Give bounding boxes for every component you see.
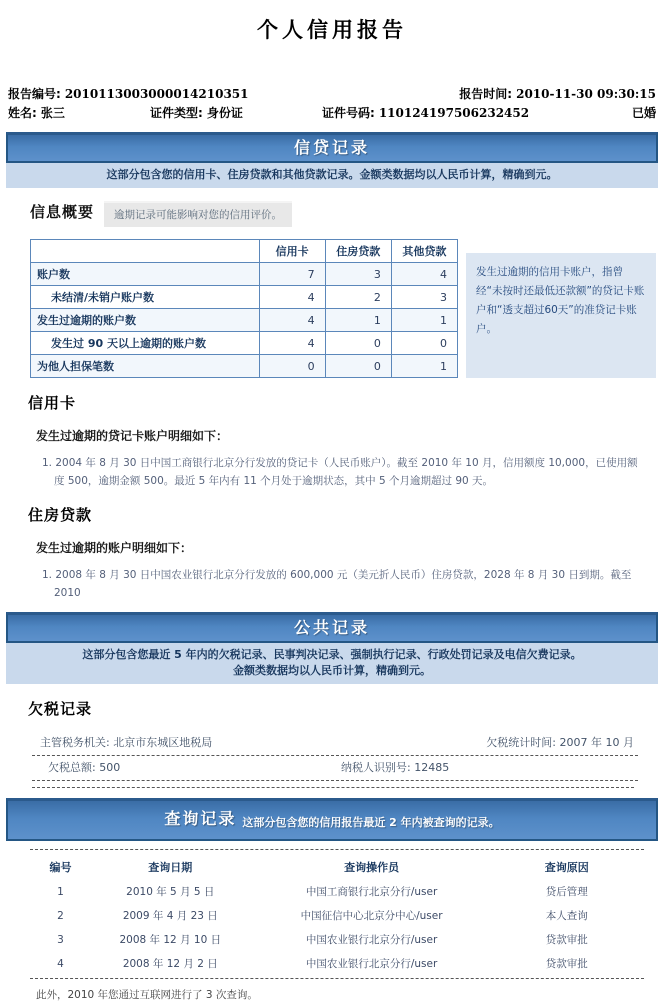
cell-value: 1 — [325, 309, 391, 332]
credit-card-intro: 发生过逾期的贷记卡账户明细如下： — [36, 429, 229, 443]
tax-total — [48, 759, 341, 775]
credit-summary-table — [30, 239, 458, 378]
cell-value: 3 — [325, 263, 391, 286]
id-number — [322, 105, 632, 122]
person-name — [8, 105, 150, 122]
credit-card-detail-item: 1. 2004 年 8 月 30 日中国工商银行北京分行发放的贷记卡（人民币账户）。截至 2010 年 10 月，信用额度 10,000，已使用额度 500，逾期金额 500。最近 5 年内有 11 个月处于逾期状态，其中 5 个月逾期超过 90 天。 — [42, 457, 638, 487]
page-title: 个人信用报告 — [257, 18, 407, 42]
query-no: 4 — [57, 957, 64, 970]
report-number — [8, 86, 249, 103]
housing-loan-detail-item: 1. 2008 年 8 月 30 日中国农业银行北京分行发放的 600,000 元（美元折人民币）住房贷款，2028 年 8 月 30 日到期。截至 2010 — [42, 569, 632, 599]
id-number-label: 证件号码: — [322, 106, 375, 120]
query-reason: 本人查询 — [545, 910, 588, 922]
col-other-loan: 其他贷款 — [391, 240, 457, 263]
query-no: 2 — [57, 909, 64, 922]
public-records-banner-title: 公共记录 — [293, 618, 370, 637]
cell-value: 4 — [259, 332, 325, 355]
tax-section-divider — [32, 781, 634, 788]
housing-loan-intro: 发生过逾期的账户明细如下： — [36, 541, 193, 555]
report-number-label: 报告编号: — [8, 87, 61, 101]
query-records-banner — [6, 798, 658, 841]
table-row — [31, 355, 458, 378]
query-records-banner-title: 查询记录 — [164, 809, 237, 828]
empty-header-cell — [31, 240, 260, 263]
id-type-label: 证件类型: — [150, 106, 203, 120]
report-header — [6, 86, 658, 122]
query-reason: 贷款审批 — [545, 958, 588, 970]
query-no: 1 — [57, 885, 64, 898]
query-reason: 贷后管理 — [545, 886, 588, 898]
cell-value: 0 — [325, 355, 391, 378]
cell-value: 3 — [391, 286, 457, 309]
public-subtitle-line1: 这部分包含您最近 5 年内的欠税记录、民事判决记录、强制执行记录、行政处罚记录及电信欠费记录。 — [82, 648, 582, 661]
id-number-value: 110124197506232452 — [378, 106, 530, 120]
credit-records-subtitle: 这部分包含您的信用卡、住房贷款和其他贷款记录。金额类数据均以人民币计算，精确到元。 — [6, 163, 658, 188]
query-no: 3 — [57, 933, 64, 946]
query-date: 2008 年 12 月 2 日 — [122, 958, 218, 970]
taxpayer-id-value: 12485 — [414, 761, 450, 774]
query-operator: 中国农业银行北京分行/user — [305, 958, 438, 970]
report-time — [459, 86, 656, 103]
cell-value: 2 — [325, 286, 391, 309]
query-operator: 中国工商银行北京分行/user — [305, 886, 438, 898]
cell-value: 0 — [391, 332, 457, 355]
query-operator: 中国征信中心北京分中心/user — [300, 910, 443, 922]
tax-stat-time — [486, 734, 634, 750]
col-query-reason: 查询原因 — [544, 861, 589, 874]
table-row — [31, 263, 458, 286]
tax-authority-label: 主管税务机关: — [40, 736, 110, 749]
query-date: 2008 年 12 月 10 日 — [119, 934, 222, 946]
table-row — [31, 309, 458, 332]
credit-records-banner — [6, 132, 658, 163]
query-row — [30, 952, 640, 976]
query-row — [30, 928, 640, 952]
query-row — [30, 904, 640, 928]
row-label: 发生过逾期的账户数 — [31, 309, 260, 332]
overdue-definition-note: 发生过逾期的信用卡账户，指曾经“未按时还最低还款额”的贷记卡账户和“透支超过60天”的准贷记卡账户。 — [466, 253, 656, 378]
row-label: 未结清/未销户账户数 — [31, 286, 260, 309]
taxpayer-id-label: 纳税人识别号: — [341, 761, 411, 774]
tax-total-label: 欠税总额: — [48, 761, 96, 774]
summary-heading: 信息概要 — [30, 203, 95, 221]
report-time-label: 报告时间: — [459, 87, 513, 101]
query-operator: 中国农业银行北京分行/user — [305, 934, 438, 946]
marital-status: 已婚 — [631, 106, 656, 120]
col-query-no: 编号 — [49, 861, 72, 874]
cell-value: 4 — [259, 286, 325, 309]
public-records-subtitle — [6, 643, 658, 684]
tax-record-block — [32, 731, 638, 788]
table-header-row — [31, 240, 458, 263]
col-query-date: 查询日期 — [148, 861, 193, 874]
tax-row-2 — [32, 756, 638, 781]
row-label: 账户数 — [31, 263, 260, 286]
col-housing-loan: 住房贷款 — [325, 240, 391, 263]
name-value: 张三 — [40, 106, 65, 120]
taxpayer-id — [341, 759, 634, 775]
tax-authority-value: 北京市东城区地税局 — [113, 736, 213, 749]
query-records-banner-subtitle: 这部分包含您的信用报告最近 2 年内被查询的记录。 — [242, 816, 500, 829]
tax-stat-time-value: 2007 年 10 月 — [559, 736, 634, 749]
tax-stat-time-label: 欠税统计时间: — [486, 736, 557, 749]
public-records-banner — [6, 612, 658, 643]
credit-records-banner-title: 信贷记录 — [293, 138, 370, 157]
query-reason: 贷款审批 — [545, 934, 588, 946]
query-records-table — [30, 854, 640, 976]
col-credit-card: 信用卡 — [259, 240, 325, 263]
tax-authority — [40, 734, 486, 750]
query-header-row — [30, 854, 640, 880]
query-row — [30, 880, 640, 904]
table-row — [31, 332, 458, 355]
housing-loan-heading: 住房贷款 — [28, 506, 93, 524]
header-row-2 — [8, 105, 656, 122]
cell-value: 1 — [391, 355, 457, 378]
tax-total-value: 500 — [99, 761, 121, 774]
query-table-top-divider — [30, 849, 644, 850]
row-label: 发生过 90 天以上逾期的账户数 — [31, 332, 260, 355]
cell-value: 0 — [259, 355, 325, 378]
summary-heading-row — [30, 201, 658, 227]
query-banner-inner — [14, 805, 650, 833]
report-time-value: 2010-11-30 09:30:15 — [516, 87, 656, 101]
summary-note: 逾期记录可能影响对您的信用评价。 — [104, 201, 292, 227]
summary-table-row — [30, 239, 658, 378]
row-label: 为他人担保笔数 — [31, 355, 260, 378]
col-query-operator: 查询操作员 — [344, 861, 400, 874]
public-subtitle-line2: 金额类数据均以人民币计算，精确到元。 — [233, 664, 431, 677]
credit-card-heading: 信用卡 — [28, 394, 77, 412]
id-type — [150, 105, 322, 122]
id-type-value: 身份证 — [206, 106, 243, 120]
table-row — [31, 286, 458, 309]
header-row-1 — [8, 86, 656, 103]
query-date: 2009 年 4 月 23 日 — [122, 910, 218, 922]
internet-query-footer: 此外，2010 年您通过互联网进行了 3 次查询。 — [36, 989, 258, 1001]
query-table-bottom-divider — [30, 978, 644, 979]
name-label: 姓名: — [8, 106, 37, 120]
cell-value: 7 — [259, 263, 325, 286]
cell-value: 0 — [325, 332, 391, 355]
report-number-value: 2010113003000014210351 — [64, 87, 249, 101]
cell-value: 4 — [259, 309, 325, 332]
tax-record-heading: 欠税记录 — [28, 700, 93, 718]
cell-value: 1 — [391, 309, 457, 332]
cell-value: 4 — [391, 263, 457, 286]
tax-row-1 — [32, 731, 638, 756]
query-date: 2010 年 5 月 5 日 — [126, 886, 215, 898]
